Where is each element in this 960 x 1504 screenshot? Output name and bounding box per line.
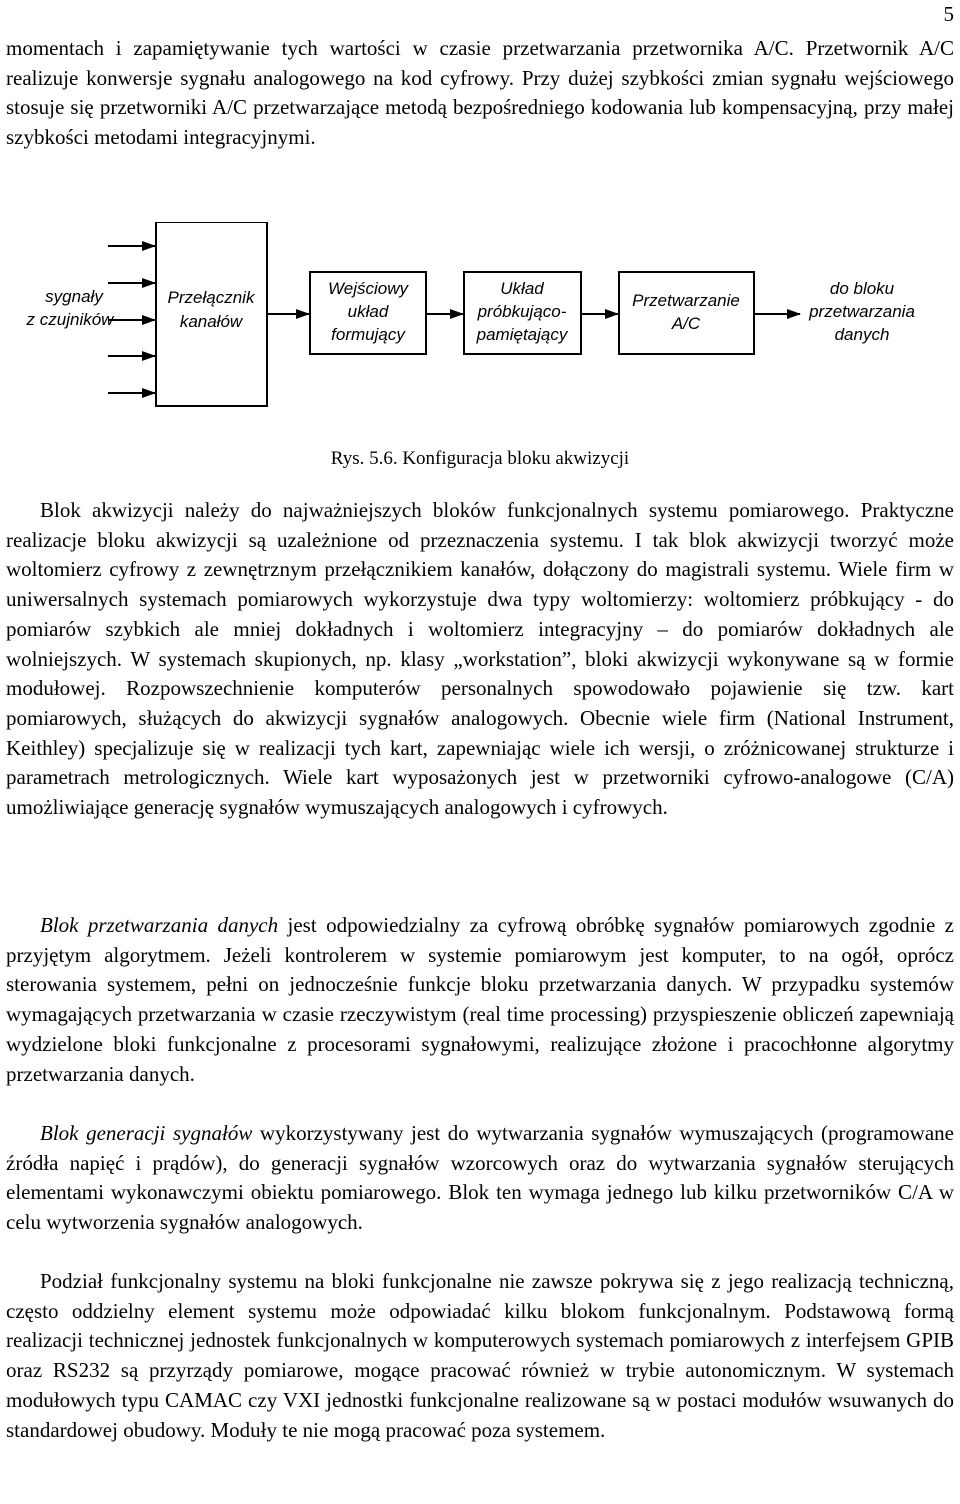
term-signal-generation-block: Blok generacji sygnałów xyxy=(40,1121,253,1145)
block-input-conditioner-line-3: formujący xyxy=(331,325,405,344)
acquisition-block-diagram xyxy=(0,222,960,422)
block-adc-line-2: A/C xyxy=(671,314,701,333)
figure-caption: Rys. 5.6. Konfiguracja bloku akwizycji xyxy=(330,448,630,469)
paragraph-intro: momentach i zapamiętywanie tych wartości w czasie przetwarzania przetwornika A/C. Przetwornik A/C realizuje konwersje sygnału analogowego na kod cyfrowy. Przy dużej szybkości zmian sygnału wejściowego stosuje się przetworniki A/C przetwarzające metodą bezpośredniego kodowania lub kompensacyjną, przy małej szybkości metodami integracyjnymi. xyxy=(6,36,954,150)
diagram-input-label-2: z czujników xyxy=(26,310,114,329)
diagram-output-label-2: przetwarzania xyxy=(809,302,915,321)
term-data-processing-block: Blok przetwarzania danych xyxy=(40,913,279,937)
paragraph-functional-division: Podział funkcjonalny systemu na bloki funkcjonalne nie zawsze pokrywa się z jego realizacją techniczną, często oddzielny element systemu może odpowiadać kilku blokom funkcjonalnym. Podstawową formą realizacji technicznej jednostek funkcjonalnych w komputerowych systemach pomiarowych z interfejsem GPIB oraz RS232 są przyrządy pomiarowe, mogące pracować również w trybie autonomicznym. W systemach modułowych typu CAMAC czy VXI jednostki funkcjonalne realizowane są w postaci modułów wsuwanych do standardowej obudowy. Moduły te nie mogą pracować poza systemem. xyxy=(6,1269,954,1442)
block-sample-hold-line-2: próbkująco- xyxy=(477,302,567,321)
diagram-output-label-1: do bloku xyxy=(829,279,895,298)
block-input-conditioner-line-2: układ xyxy=(347,302,389,321)
block-sample-hold-line-1: Układ xyxy=(500,279,544,298)
block-adc-line-1: Przetwarzanie xyxy=(632,291,740,310)
paragraph-acquisition: Blok akwizycji należy do najważniejszych bloków funkcjonalnych systemu pomiarowego. Praktyczne realizacje bloku akwizycji są uzależnione od przeznaczenia systemu. I tak blok akwizycji tworzyć może woltomierz cyfrowy z zewnętrznym przełącznikiem kanałów, dołączony do magistrali systemu. Wiele firm w uniwersalnych systemach pomiarowych wykorzystuje dwa typy woltomierzy: woltomierz próbkujący - do pomiarów szybkich ale mniej dokładnych i woltomierz integracyjny – do pomiarów dokładnych ale wolniejszych. W systemach skupionych, np. klasy „workstation”, bloki akwizycji wykonywane są w formie modułowej. Rozpowszechnienie komputerów personalnych spowodowało pojawienie się tzw. kart pomiarowych, służących do akwizycji sygnałów analogowych. Obecnie wiele firm (National Instrument, Keithley) specjalizuje się w realizacji tych kart, zapewniając wiele ich wersji, o zróżnicowanej strukturze i parametrach metrologicznych. Wiele kart wyposażonych jest w przetworniki cyfrowo-analogowe (C/A) umożliwiające generację sygnałów wymuszających analogowych i cyfrowych. xyxy=(6,498,954,820)
paragraph-data-processing xyxy=(6,911,954,1089)
block-input-conditioner-line-1: Wejściowy xyxy=(328,279,408,298)
block-channel-switch-line-2: kanałów xyxy=(179,312,243,331)
diagram-input-label-1: sygnały xyxy=(45,287,103,306)
block-channel-switch-line-1: Przełącznik xyxy=(167,288,255,307)
diagram-output-label-3: danych xyxy=(834,325,890,344)
paragraph-signal-generation-text: wykorzystywany jest do wytwarzania sygnałów wymuszających (programowane źródła napięć i prądów), do generacji sygnałów wzorcowych oraz do wytwarzania sygnałów sterujących elementami wykonawczymi obiektu pomiarowego. Blok ten wymaga jednego lub kilku przetworników C/A w celu wytworzenia sygnałów analogowych. xyxy=(6,1121,954,1235)
paragraph-data-processing-text: jest odpowiedzialny za cyfrową obróbkę sygnałów pomiarowych zgodnie z przyjętym algorytmem. Jeżeli kontrolerem w systemie pomiarowym jest komputer, to na ogół, oprócz sterowania systemem, pełni on jednocześnie funkcje bloku przetwarzania danych. W przypadku systemów wymagających przetwarzania w czasie rzeczywistym (real time processing) przyspieszenie obliczeń zapewniają wydzielone bloki funkcjonalne z procesorami sygnałowymi, realizujące złożone i pracochłonne algorytmy przetwarzania danych. xyxy=(6,913,954,1086)
block-sample-hold-line-3: pamiętający xyxy=(476,325,568,344)
page-number: 5 xyxy=(943,2,954,26)
paragraph-signal-generation xyxy=(6,1119,954,1238)
block-adc xyxy=(619,272,754,354)
